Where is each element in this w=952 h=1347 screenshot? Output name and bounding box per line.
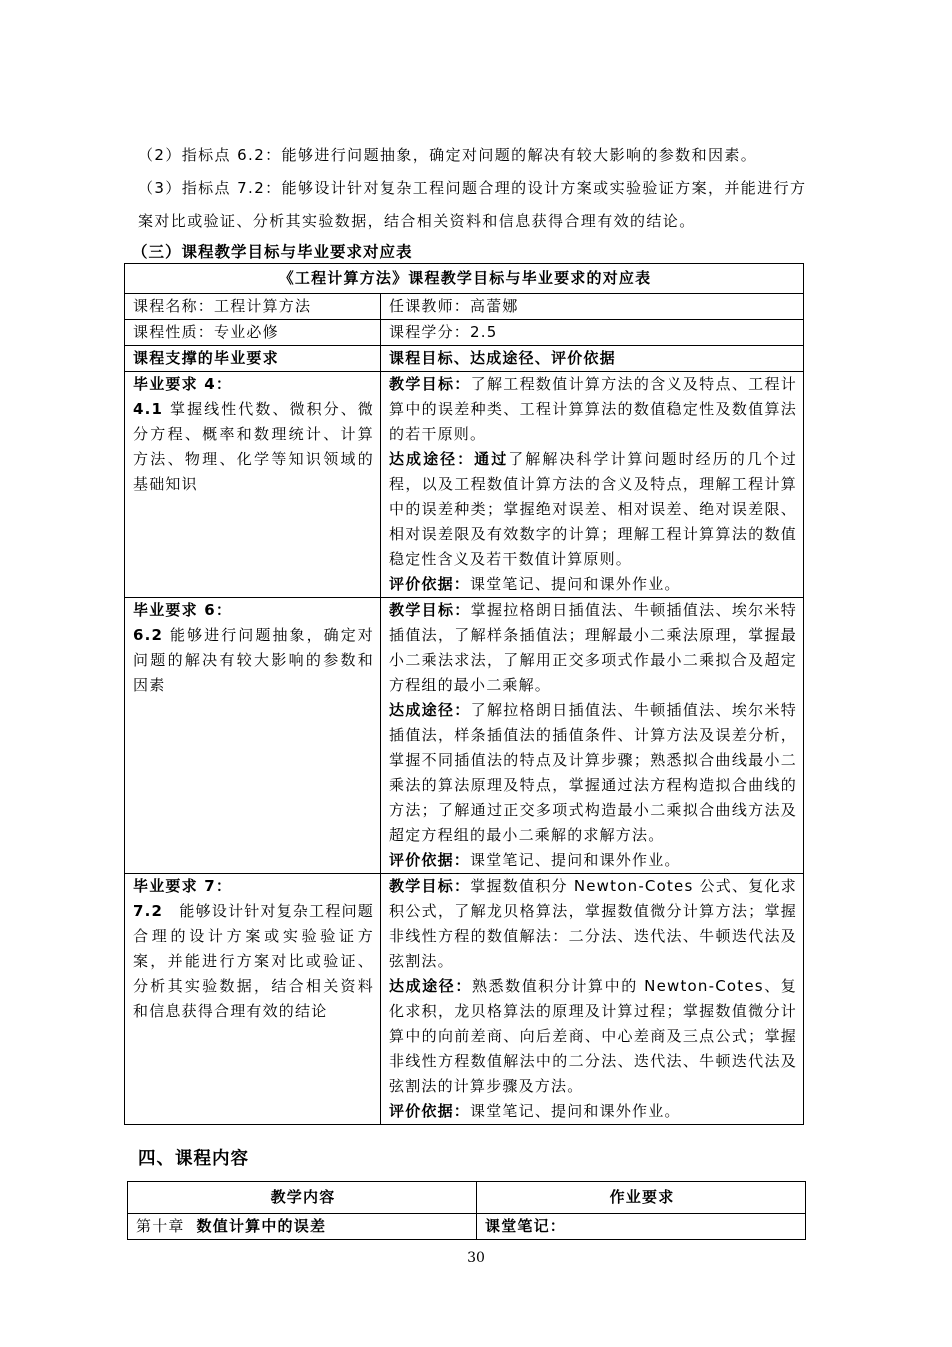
page-number: 30 (467, 1250, 485, 1266)
requirement-title: 毕业要求 7： (133, 877, 233, 895)
header-teaching-content: 教学内容 (128, 1182, 477, 1214)
indicator-text: 掌握线性代数、微积分、微分方程、概率和数理统计、计算方法、物理、化学等知识领域的基础知识 (133, 400, 374, 493)
eval-text: 课堂笔记、提问和课外作业。 (470, 1102, 681, 1120)
goal-label: 教学目标： (389, 375, 471, 393)
table-title: 《工程计算方法》课程教学目标与毕业要求的对应表 (125, 264, 804, 294)
path-text: 熟悉数值积分计算中的 Newton-Cotes、复化求积，龙贝格算法的原理及计算过程；掌握数值微分计算中的向前差商、向后差商、中心差商及三点公式；掌握非线性方程数值解法中的二分法、迭代法、牛顿迭代法及弦割法的计算步骤及方法。 (389, 977, 798, 1095)
teacher-cell: 任课教师：高蕾娜 (381, 294, 804, 320)
eval-label: 评价依据： (389, 1102, 471, 1120)
path-label: 达成途径： (389, 701, 471, 719)
path-label-extra: 通过 (474, 450, 509, 468)
path-text: 了解解决科学计算问题时经历的几个过程，以及工程数值计算方法的含义及特点，理解工程计算中的误差种类；掌握绝对误差、相对误差、绝对误差限、相对误差限及有效数字的计算；理解工程计算算法的数值稳定性含义及若干数值计算原则。 (389, 450, 798, 568)
course-nature-cell: 课程性质：专业必修 (125, 320, 381, 346)
column-header-requirements: 课程支撑的毕业要求 (125, 346, 381, 372)
goal-cell (381, 372, 804, 598)
chapter-title: 数值计算中的误差 (196, 1217, 327, 1235)
goal-label: 教学目标： (389, 601, 471, 619)
paragraph-indicator-7-2: （3）指标点 7.2：能够设计针对复杂工程问题合理的设计方案或实验验证方案，并能进行方案对比或验证、分析其实验数据，结合相关资料和信息获得合理有效的结论。 (138, 179, 807, 230)
path-label: 达成途径： (389, 977, 472, 995)
indicator-number: 7.2 (133, 902, 164, 920)
eval-text: 课堂笔记、提问和课外作业。 (470, 851, 681, 869)
eval-text: 课堂笔记、提问和课外作业。 (470, 575, 681, 593)
course-credit-cell: 课程学分：2.5 (381, 320, 804, 346)
course-name-cell: 课程名称：工程计算方法 (125, 294, 381, 320)
chapter-prefix: 第十章 (136, 1217, 185, 1235)
indicator-text: 能够设计针对复杂工程问题合理的设计方案或实验验证方案，并能进行方案对比或验证、分析其实验数据，结合相关资料和信息获得合理有效的结论 (133, 902, 374, 1020)
section-title-course-content: 四、课程内容 (138, 1149, 249, 1169)
table-row (125, 598, 804, 874)
chapter-cell (128, 1214, 477, 1240)
indicator-number: 6.2 (133, 626, 164, 644)
table-row (128, 1214, 806, 1240)
header-homework: 作业要求 (477, 1182, 806, 1214)
goal-cell (381, 874, 804, 1125)
requirement-cell (125, 372, 381, 598)
homework-cell: 课堂笔记： (477, 1214, 806, 1240)
requirement-cell (125, 874, 381, 1125)
paragraph-indicator-6-2: （2）指标点 6.2：能够进行问题抽象，确定对问题的解决有较大影响的参数和因素。 (138, 146, 758, 164)
eval-label: 评价依据： (389, 851, 471, 869)
eval-label: 评价依据： (389, 575, 471, 593)
section-title-mapping-table: （三）课程教学目标与毕业要求对应表 (132, 243, 413, 261)
requirement-cell (125, 598, 381, 874)
goal-label: 教学目标： (389, 877, 471, 895)
table-row (125, 372, 804, 598)
column-header-goals: 课程目标、达成途径、评价依据 (381, 346, 804, 372)
course-content-table (127, 1181, 806, 1240)
path-text: 了解拉格朗日插值法、牛顿插值法、埃尔米特插值法，样条插值法的插值条件、计算方法及误差分析，掌握不同插值法的特点及计算步骤；熟悉拟合曲线最小二乘法的算法原理及特点，掌握通过法方程构造拟合曲线的方法；了解通过正交多项式构造最小二乘拟合曲线方法及超定方程组的最小二乘解的求解方法。 (389, 701, 798, 844)
requirement-title: 毕业要求 4： (133, 375, 233, 393)
path-label: 达成途径： (389, 450, 475, 468)
indicator-text: 能够进行问题抽象，确定对问题的解决有较大影响的参数和因素 (133, 626, 374, 694)
goal-text: 掌握数值积分 Newton-Cotes 公式、复化求积公式，了解龙贝格算法，掌握数值微分计算方法；掌握非线性方程的数值解法：二分法、迭代法、牛顿迭代法及弦割法。 (389, 877, 798, 970)
indicator-number: 4.1 (133, 400, 164, 418)
course-goal-requirement-table (124, 263, 804, 1125)
goal-text: 掌握拉格朗日插值法、牛顿插值法、埃尔米特插值法，了解样条插值法；理解最小二乘法原理，掌握最小二乘法求法，了解用正交多项式作最小二乘拟合及超定方程组的最小二乘解。 (389, 601, 798, 694)
goal-text: 了解工程数值计算方法的含义及特点、工程计算中的误差种类、工程计算算法的数值稳定性及数值算法的若干原则。 (389, 375, 798, 443)
requirement-title: 毕业要求 6： (133, 601, 233, 619)
table-row (125, 874, 804, 1125)
goal-cell (381, 598, 804, 874)
